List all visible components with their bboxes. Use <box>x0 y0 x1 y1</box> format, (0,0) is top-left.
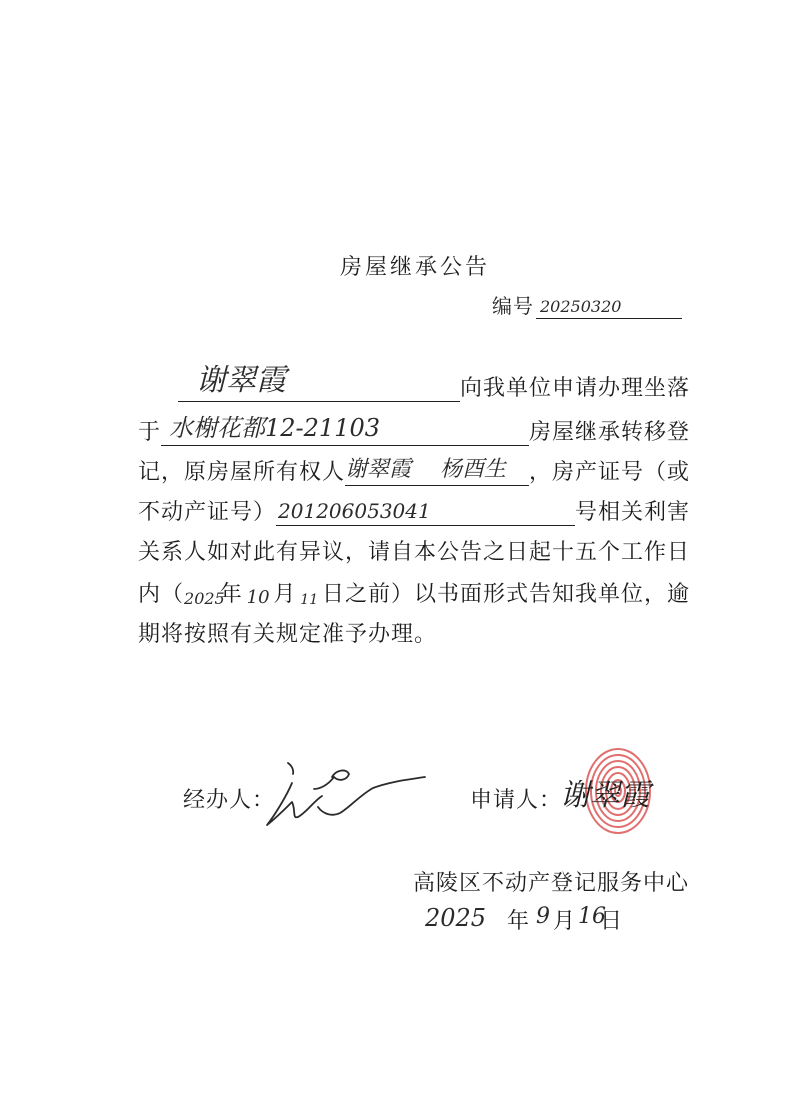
body-text: 不动产证号） <box>138 500 277 525</box>
owner-name-2: 杨酉生 <box>440 457 507 482</box>
body-text: ，房产证号（或 <box>528 460 690 485</box>
notice-title: 房屋继承公告 <box>340 255 491 280</box>
serial-number <box>492 290 682 319</box>
property-address: 水榭花都12-21103 <box>169 414 381 442</box>
deadline-day: 11 <box>300 592 319 608</box>
body-text: 内（ <box>138 582 185 607</box>
body-line-1 <box>138 363 690 402</box>
body-line-5 <box>138 530 690 566</box>
serial-blank <box>536 292 682 319</box>
issuer-name: 高陵区不动产登记服务中心 <box>413 871 690 896</box>
body-text: 号相关利害 <box>574 500 690 525</box>
applicant-blank <box>178 363 460 402</box>
body-line-3 <box>138 450 690 486</box>
applicant-label: 申请人： <box>470 788 563 813</box>
handler-label: 经办人： <box>183 788 276 813</box>
owner-name-1: 谢翠霞 <box>345 457 412 482</box>
body-text: 向我单位申请办理坐落 <box>459 376 690 401</box>
body-text: 日之前）以书面形式告知我单位，逾 <box>321 582 690 607</box>
certificate-blank <box>276 491 575 526</box>
serial-label: 编号 <box>492 294 534 318</box>
serial-value: 20250320 <box>540 297 622 316</box>
date-day: 16 <box>578 904 606 929</box>
owners-blank <box>345 451 529 486</box>
body-text: 于 <box>138 420 162 445</box>
body-line-2 <box>138 410 690 446</box>
body-text: 关系人如对此有异议，请自本公告之日起十五个工作日 <box>138 540 691 565</box>
date-year: 2025 <box>425 904 487 932</box>
date-month: 9 <box>536 904 550 929</box>
certificate-number: 201206053041 <box>278 499 431 523</box>
deadline-month: 10 <box>246 587 270 608</box>
date-year-unit: 年 <box>507 909 530 934</box>
body-line-4 <box>138 490 690 526</box>
body-text: 房屋继承转移登 <box>528 420 690 445</box>
deadline-year: 2025 <box>184 589 225 608</box>
body-line-7 <box>138 612 690 648</box>
body-text: 期将按照有关规定准予办理。 <box>138 622 438 647</box>
body-text: 记，原房屋所有权人 <box>138 460 346 485</box>
body-text: 年 <box>219 582 243 607</box>
address-blank <box>161 411 529 446</box>
body-line-6 <box>138 572 690 608</box>
handler-signature <box>262 755 427 835</box>
body-text: 月 <box>273 582 297 607</box>
date-day-unit: 日 <box>600 909 623 934</box>
applicant-signature: 谢翠霞 <box>560 778 650 813</box>
applicant-name: 谢翠霞 <box>196 363 286 398</box>
date-month-unit: 月 <box>553 909 576 934</box>
